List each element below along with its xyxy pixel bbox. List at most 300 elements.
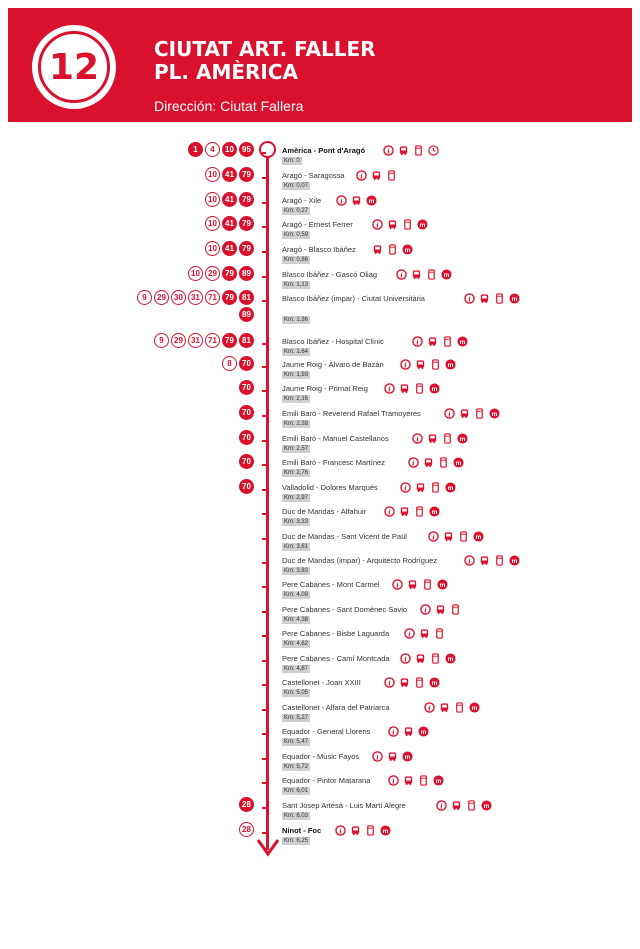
info-icon[interactable] <box>388 724 399 742</box>
stop-tick <box>262 758 266 760</box>
stop-tick <box>262 343 266 345</box>
info-icon[interactable] <box>436 798 447 816</box>
metro-icon[interactable] <box>429 675 440 693</box>
stop-name: Aragó - Saragossa <box>282 171 345 180</box>
metro-icon[interactable] <box>445 651 456 669</box>
ticket-icon[interactable] <box>450 602 461 620</box>
bus-icon[interactable] <box>423 455 434 473</box>
clock-icon[interactable] <box>428 143 439 161</box>
ticket-icon[interactable] <box>430 651 441 669</box>
svg-text:m: m <box>455 459 462 467</box>
connection-line-badge[interactable]: 31 <box>188 333 203 348</box>
ticket-icon[interactable] <box>430 480 441 498</box>
connection-line-badge[interactable]: 70 <box>239 479 254 494</box>
metro-icon[interactable] <box>453 455 464 473</box>
stop-km: Km: 6,03 <box>284 813 309 819</box>
ticket-icon[interactable] <box>442 431 453 449</box>
ticket-icon[interactable] <box>466 798 477 816</box>
stop-row[interactable] <box>0 434 640 458</box>
stop-row[interactable] <box>0 703 640 727</box>
bus-icon[interactable] <box>372 242 383 260</box>
bus-icon[interactable] <box>415 651 426 669</box>
stop-row[interactable] <box>0 727 640 751</box>
bus-icon[interactable] <box>411 267 422 285</box>
stop-row[interactable] <box>0 678 640 702</box>
stop-km: Km: 3,83 <box>284 568 309 574</box>
stop-tick <box>262 733 266 735</box>
info-icon[interactable] <box>384 675 395 693</box>
connection-lines <box>188 266 254 281</box>
stop-row[interactable] <box>0 605 640 629</box>
connection-lines <box>205 241 254 256</box>
connection-line-badge[interactable]: 28 <box>239 797 254 812</box>
svg-text:i: i <box>386 147 390 156</box>
ticket-icon[interactable] <box>414 381 425 399</box>
svg-text:i: i <box>376 221 379 230</box>
stop-km: Km: 0,86 <box>284 257 309 263</box>
stop-row[interactable] <box>0 507 640 531</box>
connection-line-badge[interactable]: 79 <box>239 216 254 231</box>
connection-line-badge[interactable]: 10 <box>188 266 203 281</box>
stop-services <box>384 675 440 693</box>
stop-km: Km: 5,47 <box>284 739 309 745</box>
info-icon[interactable] <box>392 577 403 595</box>
stop-row[interactable] <box>0 556 640 580</box>
metro-icon[interactable] <box>433 773 444 791</box>
bus-icon[interactable] <box>398 143 409 161</box>
route-header <box>8 8 632 122</box>
ticket-icon[interactable] <box>454 700 465 718</box>
stop-row[interactable] <box>0 654 640 678</box>
svg-text:i: i <box>408 630 411 639</box>
info-icon[interactable] <box>424 700 435 718</box>
svg-text:m: m <box>475 533 482 541</box>
stop-km: Km: 1,93 <box>284 372 309 378</box>
bus-icon[interactable] <box>371 168 382 186</box>
svg-text:i: i <box>416 338 419 347</box>
svg-text:i: i <box>400 271 403 280</box>
svg-text:i: i <box>468 557 471 566</box>
svg-text:i: i <box>412 459 415 468</box>
bus-icon[interactable] <box>427 431 438 449</box>
connection-line-badge[interactable]: 10 <box>222 142 237 157</box>
ticket-icon[interactable] <box>386 168 397 186</box>
ticket-icon[interactable] <box>458 529 469 547</box>
ticket-icon[interactable] <box>387 242 398 260</box>
metro-icon[interactable] <box>437 577 448 595</box>
connection-line-badge[interactable]: 70 <box>239 454 254 469</box>
info-icon[interactable] <box>400 357 411 375</box>
stop-services <box>372 749 413 767</box>
svg-text:m: m <box>420 728 427 736</box>
stop-row[interactable] <box>0 629 640 653</box>
connection-lines <box>137 290 254 305</box>
metro-icon[interactable] <box>380 823 391 841</box>
stop-km: Km: 5,27 <box>284 715 309 721</box>
stop-row[interactable] <box>0 752 640 776</box>
bus-icon[interactable] <box>451 798 462 816</box>
ticket-icon[interactable] <box>426 267 437 285</box>
stop-km: Km: 0,59 <box>284 232 309 238</box>
metro-icon[interactable] <box>441 267 452 285</box>
stop-row[interactable] <box>0 483 640 507</box>
stop-name: Amèrica - Pont d'Aragó <box>282 146 366 155</box>
stop-name: Pere Cabanes - Bisbe Laguarda <box>282 629 390 638</box>
bus-icon[interactable] <box>351 193 362 211</box>
route-title <box>154 38 376 84</box>
metro-icon[interactable] <box>509 553 520 571</box>
connection-line-badge[interactable]: 81 <box>239 290 254 305</box>
metro-icon[interactable] <box>418 724 429 742</box>
bus-icon[interactable] <box>419 626 430 644</box>
bus-icon[interactable] <box>439 700 450 718</box>
connection-line-badge[interactable]: 30 <box>171 290 186 305</box>
metro-icon[interactable] <box>402 242 413 260</box>
stop-tick <box>262 807 266 809</box>
stop-name: Duc de Mandas - Alfahuir <box>282 507 367 516</box>
svg-text:i: i <box>468 295 471 304</box>
metro-icon[interactable] <box>402 749 413 767</box>
connection-line-badge[interactable]: 1 <box>188 142 203 157</box>
metro-icon[interactable] <box>457 334 468 352</box>
svg-text:m: m <box>443 271 450 279</box>
stop-services <box>336 193 377 211</box>
connection-line-badge[interactable]: 79 <box>239 167 254 182</box>
connection-line-badge[interactable]: 10 <box>205 241 220 256</box>
stop-row[interactable] <box>0 409 640 433</box>
ticket-icon[interactable] <box>402 217 413 235</box>
info-icon[interactable] <box>384 504 395 522</box>
connection-line-badge[interactable]: 81 <box>239 333 254 348</box>
stop-name: Ninot - Foc <box>282 826 322 835</box>
svg-text:i: i <box>424 606 427 615</box>
stop-row[interactable] <box>0 220 640 244</box>
connection-line-badge[interactable]: 4 <box>205 142 220 157</box>
stop-services <box>372 242 413 260</box>
connection-line-badge[interactable]: 41 <box>222 167 237 182</box>
bus-icon[interactable] <box>399 381 410 399</box>
connection-line-badge[interactable]: 70 <box>239 380 254 395</box>
stop-services <box>404 626 445 644</box>
ticket-icon[interactable] <box>413 143 424 161</box>
svg-text:m: m <box>435 777 442 785</box>
stop-tick <box>262 300 266 302</box>
connection-line-badge[interactable]: 9 <box>154 333 169 348</box>
info-icon[interactable] <box>464 553 475 571</box>
stop-services <box>384 381 440 399</box>
info-icon[interactable] <box>444 406 455 424</box>
stop-name: Sant Josep Artesà - Luis Martí Alegre <box>282 801 406 810</box>
connection-line-badge[interactable]: 41 <box>222 192 237 207</box>
info-icon[interactable] <box>388 773 399 791</box>
stop-row[interactable] <box>0 580 640 604</box>
connection-line-badge[interactable]: 70 <box>239 405 254 420</box>
svg-text:i: i <box>392 728 395 737</box>
connection-line-badge[interactable]: 71 <box>205 290 220 305</box>
info-icon[interactable] <box>404 626 415 644</box>
connection-line-badge[interactable]: 29 <box>205 266 220 281</box>
stop-name: Jaume Roig - Àlvaro de Bazán <box>282 360 384 369</box>
svg-text:i: i <box>388 385 391 394</box>
info-icon[interactable] <box>412 334 423 352</box>
connection-line-badge[interactable]: 41 <box>222 241 237 256</box>
stop-row[interactable] <box>0 171 640 195</box>
metro-icon[interactable] <box>469 700 480 718</box>
stop-services <box>420 602 461 620</box>
stop-row[interactable] <box>0 826 640 850</box>
stop-tick <box>262 782 266 784</box>
stop-row[interactable] <box>0 384 640 408</box>
bus-icon[interactable] <box>479 291 490 309</box>
bus-icon[interactable] <box>387 217 398 235</box>
stop-services <box>428 529 484 547</box>
stop-tick <box>262 415 266 417</box>
stop-services <box>400 357 456 375</box>
ticket-icon[interactable] <box>434 626 445 644</box>
stop-tick <box>262 538 266 540</box>
stop-tick <box>262 586 266 588</box>
connection-line-badge[interactable]: 10 <box>205 167 220 182</box>
connection-line-badge[interactable]: 28 <box>239 822 254 837</box>
connection-line-badge[interactable]: 89 <box>239 266 254 281</box>
info-icon[interactable] <box>372 217 383 235</box>
stop-services <box>392 577 448 595</box>
ticket-icon[interactable] <box>365 823 376 841</box>
ticket-icon[interactable] <box>418 773 429 791</box>
svg-text:m: m <box>447 655 454 663</box>
stop-name: Blasco Ibáñez - Gascó Oliag <box>282 270 378 279</box>
metro-icon[interactable] <box>457 431 468 449</box>
stop-km: Km: 3,33 <box>284 519 309 525</box>
metro-icon[interactable] <box>509 291 520 309</box>
svg-text:i: i <box>388 508 391 517</box>
bus-icon[interactable] <box>443 529 454 547</box>
stop-tick <box>262 464 266 466</box>
stop-services <box>384 504 440 522</box>
bus-icon[interactable] <box>387 749 398 767</box>
stop-tick <box>262 251 266 253</box>
stop-tick <box>262 709 266 711</box>
metro-icon[interactable] <box>366 193 377 211</box>
stop-row[interactable] <box>0 801 640 825</box>
ticket-icon[interactable] <box>442 334 453 352</box>
stop-tick <box>262 276 266 278</box>
info-icon[interactable] <box>372 749 383 767</box>
svg-text:m: m <box>439 581 446 589</box>
connection-line-badge[interactable]: 71 <box>205 333 220 348</box>
connection-line-badge[interactable]: 95 <box>239 142 254 157</box>
stop-name: Castellonet - Joan XXIII <box>282 678 361 687</box>
stop-tick <box>262 489 266 491</box>
stop-row[interactable] <box>0 196 640 220</box>
stop-services <box>464 291 520 309</box>
metro-icon[interactable] <box>417 217 428 235</box>
stop-name: Equador - General Llorens <box>282 727 371 736</box>
stop-name: Blasco Ibáñez - Hospital Clínic <box>282 337 384 346</box>
svg-text:i: i <box>428 704 431 713</box>
connection-line-badge[interactable]: 8 <box>222 356 237 371</box>
svg-text:m: m <box>491 410 498 418</box>
bus-icon[interactable] <box>459 406 470 424</box>
stop-km: Km: 3,61 <box>284 544 309 550</box>
stop-row[interactable] <box>0 146 640 170</box>
info-icon[interactable] <box>400 480 411 498</box>
info-icon[interactable] <box>384 381 395 399</box>
connection-line-badge[interactable]: 79 <box>239 192 254 207</box>
stop-tick <box>262 390 266 392</box>
svg-text:m: m <box>447 484 454 492</box>
route-title-line1: CIUTAT ART. FALLER <box>154 37 376 61</box>
stop-row[interactable] <box>0 776 640 800</box>
info-icon[interactable] <box>335 823 346 841</box>
stop-name: Blasco Ibáñez (impar) - Ciutat Universitària <box>282 294 425 303</box>
metro-icon[interactable] <box>445 357 456 375</box>
info-icon[interactable] <box>464 291 475 309</box>
bus-icon[interactable] <box>435 602 446 620</box>
stop-km: Km: 6,25 <box>284 838 309 844</box>
metro-icon[interactable] <box>481 798 492 816</box>
info-icon[interactable] <box>408 455 419 473</box>
ticket-icon[interactable] <box>422 577 433 595</box>
connection-line-badge[interactable]: 79 <box>222 333 237 348</box>
info-icon[interactable] <box>420 602 431 620</box>
stop-row[interactable] <box>0 360 640 384</box>
bus-icon[interactable] <box>415 480 426 498</box>
stop-name: Equador - Pintor Matarana <box>282 776 371 785</box>
ticket-icon[interactable] <box>414 504 425 522</box>
connection-line-badge[interactable]: 29 <box>171 333 186 348</box>
connection-line-badge[interactable]: 79 <box>239 241 254 256</box>
bus-icon[interactable] <box>415 357 426 375</box>
stop-services <box>400 651 456 669</box>
stop-row[interactable] <box>0 532 640 556</box>
stop-tick <box>262 562 266 564</box>
bus-icon[interactable] <box>350 823 361 841</box>
info-icon[interactable] <box>336 193 347 211</box>
svg-text:i: i <box>340 197 343 206</box>
connection-line-badge[interactable]: 70 <box>239 430 254 445</box>
bus-icon[interactable] <box>399 675 410 693</box>
stop-km: Km: 2,38 <box>284 421 309 427</box>
stop-tick <box>262 366 266 368</box>
connection-line-badge[interactable]: 9 <box>137 290 152 305</box>
stop-name: Aragó - Ernest Ferrer <box>282 220 353 229</box>
metro-icon[interactable] <box>429 381 440 399</box>
info-icon[interactable] <box>428 529 439 547</box>
svg-text:m: m <box>431 679 438 687</box>
stop-name: Pere Cabanes - Sant Domènec Savio <box>282 605 408 614</box>
info-icon[interactable] <box>400 651 411 669</box>
connection-line-badge[interactable]: 79 <box>222 290 237 305</box>
stop-services <box>383 143 439 161</box>
ticket-icon[interactable] <box>494 553 505 571</box>
connection-lines <box>205 167 254 182</box>
connection-line-badge[interactable]: 41 <box>222 216 237 231</box>
metro-icon[interactable] <box>429 504 440 522</box>
stop-tick <box>262 684 266 686</box>
ticket-icon[interactable] <box>494 291 505 309</box>
connection-lines <box>239 405 254 420</box>
bus-icon[interactable] <box>407 577 418 595</box>
svg-text:m: m <box>404 753 411 761</box>
metro-icon[interactable] <box>489 406 500 424</box>
route-direction: Dirección: Ciutat Fallera <box>154 98 304 114</box>
metro-icon[interactable] <box>473 529 484 547</box>
stop-name: Aragó - Xile <box>282 196 322 205</box>
info-icon[interactable] <box>396 267 407 285</box>
connection-line-badge[interactable]: 79 <box>222 266 237 281</box>
connection-line-badge[interactable]: 89 <box>239 307 254 322</box>
connection-lines <box>239 822 254 837</box>
svg-text:m: m <box>471 704 478 712</box>
stop-services <box>388 773 444 791</box>
connection-lines <box>239 380 254 395</box>
svg-text:i: i <box>388 679 391 688</box>
svg-text:i: i <box>392 777 395 786</box>
stop-row[interactable] <box>0 270 640 294</box>
svg-text:m: m <box>431 385 438 393</box>
stop-services <box>464 553 520 571</box>
stop-tick <box>262 202 266 204</box>
stop-km: Km: 0,27 <box>284 208 309 214</box>
stop-row[interactable] <box>0 293 640 323</box>
bus-icon[interactable] <box>403 773 414 791</box>
connection-line-badge[interactable]: 31 <box>188 290 203 305</box>
connection-lines <box>188 142 254 157</box>
ticket-icon[interactable] <box>474 406 485 424</box>
connection-line-badge[interactable]: 10 <box>205 192 220 207</box>
route-number-badge <box>32 25 116 109</box>
connection-line-badge[interactable]: 10 <box>205 216 220 231</box>
connection-line-badge[interactable]: 70 <box>239 356 254 371</box>
bus-icon[interactable] <box>479 553 490 571</box>
ticket-icon[interactable] <box>438 455 449 473</box>
stop-row[interactable] <box>0 245 640 269</box>
ticket-icon[interactable] <box>430 357 441 375</box>
bus-icon[interactable] <box>399 504 410 522</box>
stop-row[interactable] <box>0 337 640 361</box>
svg-text:m: m <box>382 827 389 835</box>
svg-text:i: i <box>339 827 343 836</box>
ticket-icon[interactable] <box>414 675 425 693</box>
svg-text:m: m <box>459 435 466 443</box>
svg-text:i: i <box>376 753 379 762</box>
stop-km: Km: 0 <box>284 158 300 164</box>
svg-text:m: m <box>431 508 438 516</box>
stop-name: Emili Baró - Manuel Castellanos <box>282 434 389 443</box>
stop-services <box>436 798 492 816</box>
bus-icon[interactable] <box>427 334 438 352</box>
connection-lines <box>239 454 254 469</box>
stop-services <box>444 406 500 424</box>
svg-text:i: i <box>360 172 363 181</box>
bus-icon[interactable] <box>403 724 414 742</box>
connection-line-badge[interactable]: 29 <box>154 290 169 305</box>
stop-row[interactable] <box>0 458 640 482</box>
stop-km: Km: 2,16 <box>284 396 309 402</box>
stop-services <box>424 700 480 718</box>
info-icon[interactable] <box>383 143 394 161</box>
stop-services <box>408 455 464 473</box>
stop-km: Km: 1,13 <box>284 282 309 288</box>
stop-tick <box>262 611 266 613</box>
stop-tick <box>262 635 266 637</box>
info-icon[interactable] <box>356 168 367 186</box>
metro-icon[interactable] <box>445 480 456 498</box>
svg-text:m: m <box>483 802 490 810</box>
info-icon[interactable] <box>412 431 423 449</box>
stop-services <box>412 334 468 352</box>
